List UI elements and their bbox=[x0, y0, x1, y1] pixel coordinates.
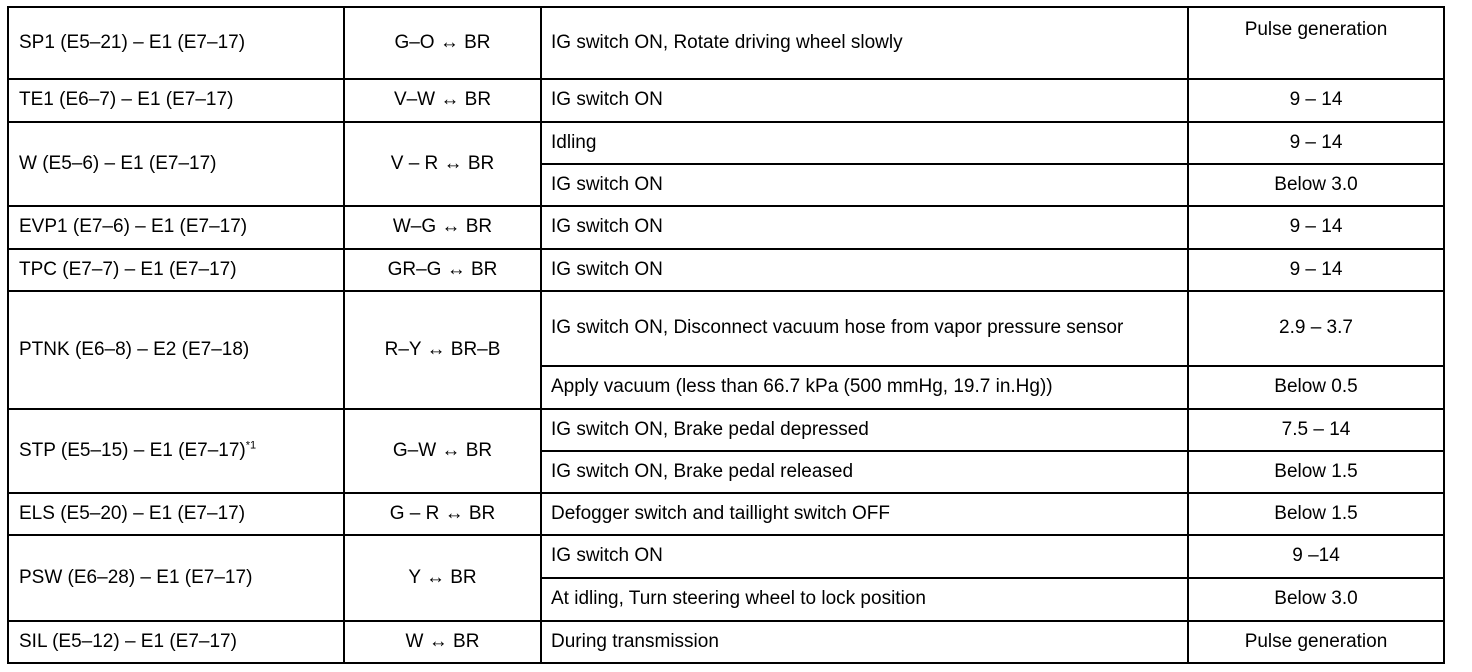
table-row bbox=[8, 409, 1444, 451]
spec-cell: Below 1.5 bbox=[1188, 493, 1444, 535]
condition-cell: IG switch ON, Rotate driving wheel slowly bbox=[541, 7, 1188, 79]
condition-cell: IG switch ON bbox=[541, 79, 1188, 121]
terminal-cell: EVP1 (E7–6) – E1 (E7–17) bbox=[8, 206, 344, 249]
spec-cell: 9 –14 bbox=[1188, 535, 1444, 577]
spec-cell: 9 – 14 bbox=[1188, 79, 1444, 121]
spec-cell: Below 3.0 bbox=[1188, 164, 1444, 206]
wiring-color-cell: W–G ↔ BR bbox=[344, 206, 541, 249]
spec-cell: 9 – 14 bbox=[1188, 122, 1444, 164]
wiring-color-cell: GR–G ↔ BR bbox=[344, 249, 541, 291]
table-row bbox=[8, 535, 1444, 577]
terminal-cell: PTNK (E6–8) – E2 (E7–18) bbox=[8, 291, 344, 409]
spec-cell: 9 – 14 bbox=[1188, 249, 1444, 291]
table-row bbox=[8, 79, 1444, 121]
condition-cell: IG switch ON, Disconnect vacuum hose from vapor pressure sensor bbox=[541, 291, 1188, 365]
wiring-color-cell: Y ↔ BR bbox=[344, 535, 541, 620]
condition-cell: IG switch ON, Brake pedal released bbox=[541, 451, 1188, 493]
footnote-mark: *1 bbox=[245, 439, 257, 452]
spec-cell: Pulse generation bbox=[1188, 7, 1444, 79]
terminal-cell: SP1 (E5–21) – E1 (E7–17) bbox=[8, 7, 344, 79]
condition-cell: IG switch ON bbox=[541, 206, 1188, 249]
spec-cell: 2.9 – 3.7 bbox=[1188, 291, 1444, 365]
condition-cell: IG switch ON bbox=[541, 535, 1188, 577]
table-row bbox=[8, 493, 1444, 535]
spec-cell: Pulse generation bbox=[1188, 621, 1444, 663]
spec-cell: 7.5 – 14 bbox=[1188, 409, 1444, 451]
condition-cell: IG switch ON bbox=[541, 164, 1188, 206]
terminal-spec-table bbox=[7, 6, 1445, 664]
condition-cell: IG switch ON bbox=[541, 249, 1188, 291]
condition-cell: Apply vacuum (less than 66.7 kPa (500 mmHg, 19.7 in.Hg)) bbox=[541, 366, 1188, 409]
spec-cell: Below 0.5 bbox=[1188, 366, 1444, 409]
condition-cell: Idling bbox=[541, 122, 1188, 164]
terminal-cell: TE1 (E6–7) – E1 (E7–17) bbox=[8, 79, 344, 121]
wiring-color-cell: R–Y ↔ BR–B bbox=[344, 291, 541, 409]
table-row bbox=[8, 621, 1444, 663]
terminal-cell: ELS (E5–20) – E1 (E7–17) bbox=[8, 493, 344, 535]
wiring-color-cell: W ↔ BR bbox=[344, 621, 541, 663]
table-row bbox=[8, 249, 1444, 291]
terminal-cell bbox=[8, 409, 344, 493]
terminal-text: STP (E5–15) – E1 (E7–17) bbox=[19, 439, 246, 461]
table-row bbox=[8, 122, 1444, 164]
wiring-color-cell: G–W ↔ BR bbox=[344, 409, 541, 493]
spec-cell: Below 1.5 bbox=[1188, 451, 1444, 493]
table-row bbox=[8, 291, 1444, 365]
wiring-color-cell: V–W ↔ BR bbox=[344, 79, 541, 121]
table-row bbox=[8, 7, 1444, 79]
wiring-color-cell: G – R ↔ BR bbox=[344, 493, 541, 535]
condition-cell: IG switch ON, Brake pedal depressed bbox=[541, 409, 1188, 451]
spec-cell: Below 3.0 bbox=[1188, 578, 1444, 621]
wiring-color-cell: V – R ↔ BR bbox=[344, 122, 541, 206]
condition-cell: During transmission bbox=[541, 621, 1188, 663]
terminal-cell: PSW (E6–28) – E1 (E7–17) bbox=[8, 535, 344, 620]
terminal-cell: W (E5–6) – E1 (E7–17) bbox=[8, 122, 344, 206]
condition-cell: Defogger switch and taillight switch OFF bbox=[541, 493, 1188, 535]
condition-cell: At idling, Turn steering wheel to lock position bbox=[541, 578, 1188, 621]
table-row bbox=[8, 206, 1444, 249]
terminal-cell: SIL (E5–12) – E1 (E7–17) bbox=[8, 621, 344, 663]
wiring-color-cell: G–O ↔ BR bbox=[344, 7, 541, 79]
terminal-cell: TPC (E7–7) – E1 (E7–17) bbox=[8, 249, 344, 291]
spec-cell: 9 – 14 bbox=[1188, 206, 1444, 249]
